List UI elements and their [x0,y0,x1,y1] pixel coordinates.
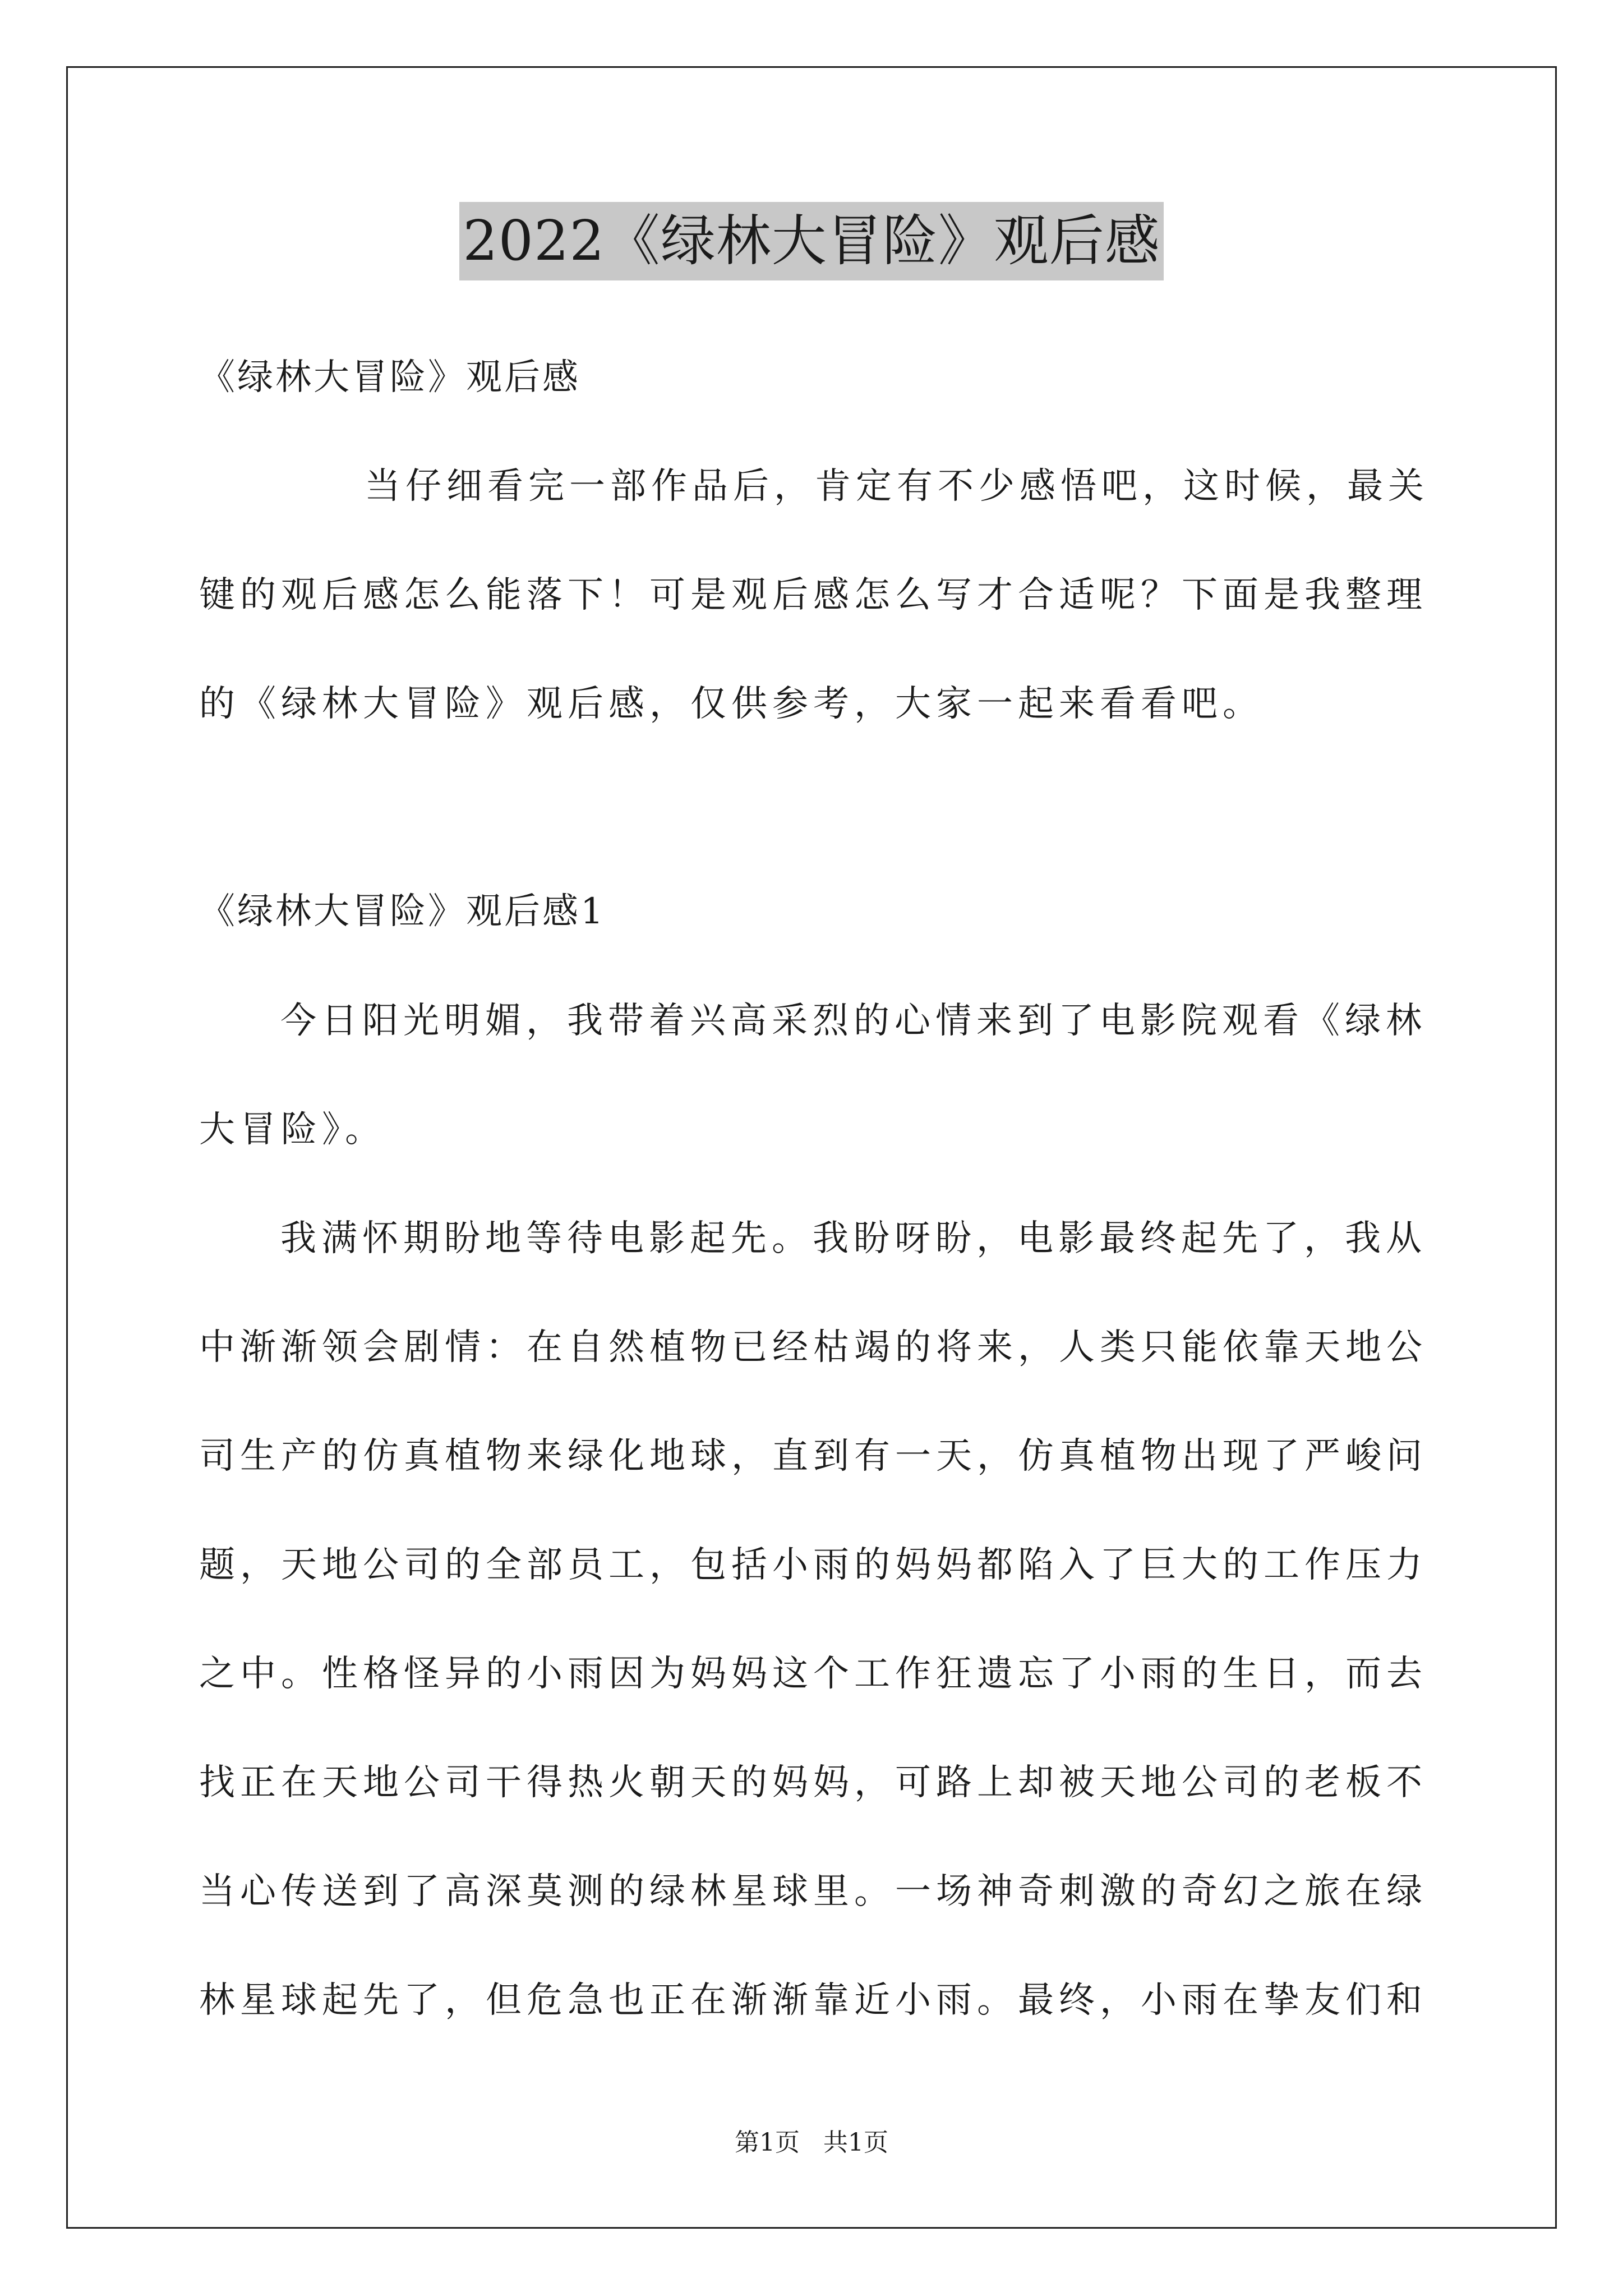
subtitle: 《绿林大冒险》观后感 [199,357,580,398]
page-footer [0,2126,1623,2160]
page-number: 第1页 [735,2128,800,2157]
intro-line: 的《绿林大冒险》观后感，仅供参考，大家一起来看看吧。 [199,683,1264,725]
document-title: 2022《绿林大冒险》观后感 [459,202,1163,280]
title-container [0,202,1623,280]
page-total: 共1页 [823,2128,888,2157]
paragraph-line: 今日阳光明媚，我带着兴高采烈的心情来到了电影院观看《绿林 [280,1000,1427,1042]
intro-line: 键的观后感怎么能落下！可是观后感怎么写才合适呢？下面是我整理 [199,574,1427,616]
paragraph-line: 题，天地公司的全部员工，包括小雨的妈妈都陷入了巨大的工作压力 [199,1544,1427,1586]
paragraph-line: 找正在天地公司干得热火朝天的妈妈，可路上却被天地公司的老板不 [199,1762,1427,1803]
paragraph-line: 之中。性格怪异的小雨因为妈妈这个工作狂遗忘了小雨的生日，而去 [199,1653,1427,1695]
paragraph-line: 当心传送到了高深莫测的绿林星球里。一场神奇刺激的奇幻之旅在绿 [199,1871,1427,1912]
intro-line: 当仔细看完一部作品后，肯定有不少感悟吧，这时候，最关 [365,466,1429,507]
paragraph-line: 大冒险》。 [199,1109,386,1151]
paragraph-line: 林星球起先了，但危急也正在渐渐靠近小雨。最终，小雨在挚友们和 [199,1980,1427,2021]
paragraph-line: 司生产的仿真植物来绿化地球，直到有一天，仿真植物出现了严峻问 [199,1435,1427,1477]
paragraph-line: 我满怀期盼地等待电影起先。我盼呀盼，电影最终起先了，我从 [280,1218,1427,1259]
paragraph-line: 中渐渐领会剧情：在自然植物已经枯竭的将来，人类只能依靠天地公 [199,1327,1427,1368]
section-heading: 《绿林大冒险》观后感1 [199,891,606,932]
